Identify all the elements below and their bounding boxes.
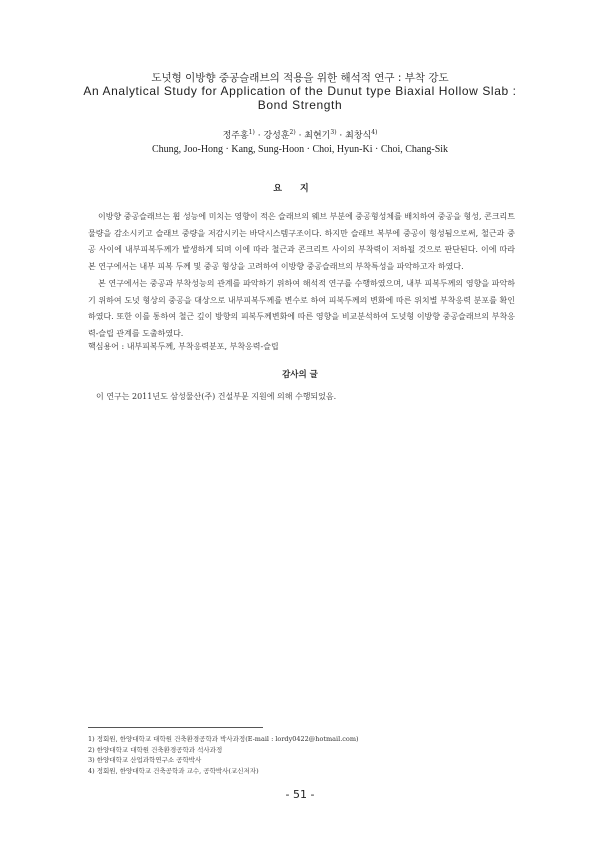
authors-english: Chung, Joo-Hong · Kang, Sung-Hoon · Choi, Hyun-Ki · Choi, Chang-Sik bbox=[151, 144, 449, 155]
footnote-divider bbox=[88, 727, 263, 728]
author-2-name: 강성훈 bbox=[263, 131, 290, 141]
footnote-4: 4) 정회원, 한양대학교 건축공학과 교수, 공학박사(교신저자) bbox=[88, 766, 259, 775]
abstract-paragraph-1: 이방향 중공슬래브는 휨 성능에 미치는 영향이 적은 슬래브의 웨브 부분에 중공형성체를 배치하여 중공을 형성, 콘크리트 물량을 감소시키고 슬래브 중량을 저감시키는 바닥시스템구조이다. 하지만 슬래브 복부에 중공이 형성됨으로써, 철근과 중공 사이에 내부피복두께가 발생하게 되며 이에 따라 철근과 콘크리트 사이의 부착력이 저하될 것으로 판단된다. 이에 따라 본 연구에서는 내부 피복 두께 및 중공 형상을 고려하여 이방향 중공슬래브의 부착특성을 파악하고자 하였다. bbox=[88, 212, 515, 271]
page-number: - 51 - bbox=[285, 788, 315, 801]
title-english-line1: An Analytical Study for Application of the Dunut type Biaxial Hollow Slab : bbox=[83, 84, 517, 98]
footnote-2: 2) 한양대학교 대학원 건축환경공학과 석사과정 bbox=[88, 745, 223, 754]
abstract-paragraph-2: 본 연구에서는 중공과 부착성능의 관계를 파악하기 위하여 해석적 연구를 수행하였으며, 내부 피복두께의 영향을 파악하기 위하여 도넛 형상의 중공을 대상으로 내부피복두께를 변수로 하여 피복두께의 변화에 따른 위치별 부착응력 분포를 확인하였다. 또한 이를 통하여 철근 깊이 방향의 피복두께변화에 따른 영향을 비교분석하여 도넛형 이방향 중공슬래브의 부착응력-슬립 관계를 도출하였다. bbox=[88, 279, 515, 338]
author-separator: · bbox=[254, 131, 264, 141]
title-english bbox=[0, 84, 600, 112]
author-2-mark: 2) bbox=[289, 129, 296, 136]
author-3-mark: 3) bbox=[330, 129, 337, 136]
author-4-mark: 4) bbox=[371, 129, 378, 136]
authors-korean bbox=[0, 128, 600, 141]
acknowledgement-text: 이 연구는 2011년도 삼성물산(주) 건설부문 지원에 의해 수행되었음. bbox=[96, 392, 337, 401]
acknowledgement-heading: 감사의 글 bbox=[282, 370, 318, 380]
author-separator: · bbox=[295, 131, 305, 141]
author-1-mark: 1) bbox=[248, 129, 255, 136]
title-english-line2: Bond Strength bbox=[257, 98, 343, 112]
footnote-1: 1) 정회원, 한양대학교 대학원 건축환경공학과 박사과정(E-mail : lordy0422@hotmail.com) bbox=[88, 735, 359, 743]
footnote-3: 3) 한양대학교 산업과학연구소 공학박사 bbox=[88, 756, 202, 764]
author-1-name: 정주홍 bbox=[222, 131, 249, 141]
title-korean: 도넛형 이방향 중공슬래브의 적용을 위한 해석적 연구 : 부착 강도 bbox=[151, 72, 449, 84]
author-separator: · bbox=[336, 131, 346, 141]
abstract-heading: 요지 bbox=[273, 184, 327, 194]
keywords: 핵심용어 : 내부피복두께, 부착응력분포, 부착응력-슬립 bbox=[88, 342, 279, 351]
footnotes bbox=[88, 734, 359, 776]
author-3-name: 최현기 bbox=[304, 131, 331, 141]
author-4-name: 최창식 bbox=[345, 131, 372, 141]
